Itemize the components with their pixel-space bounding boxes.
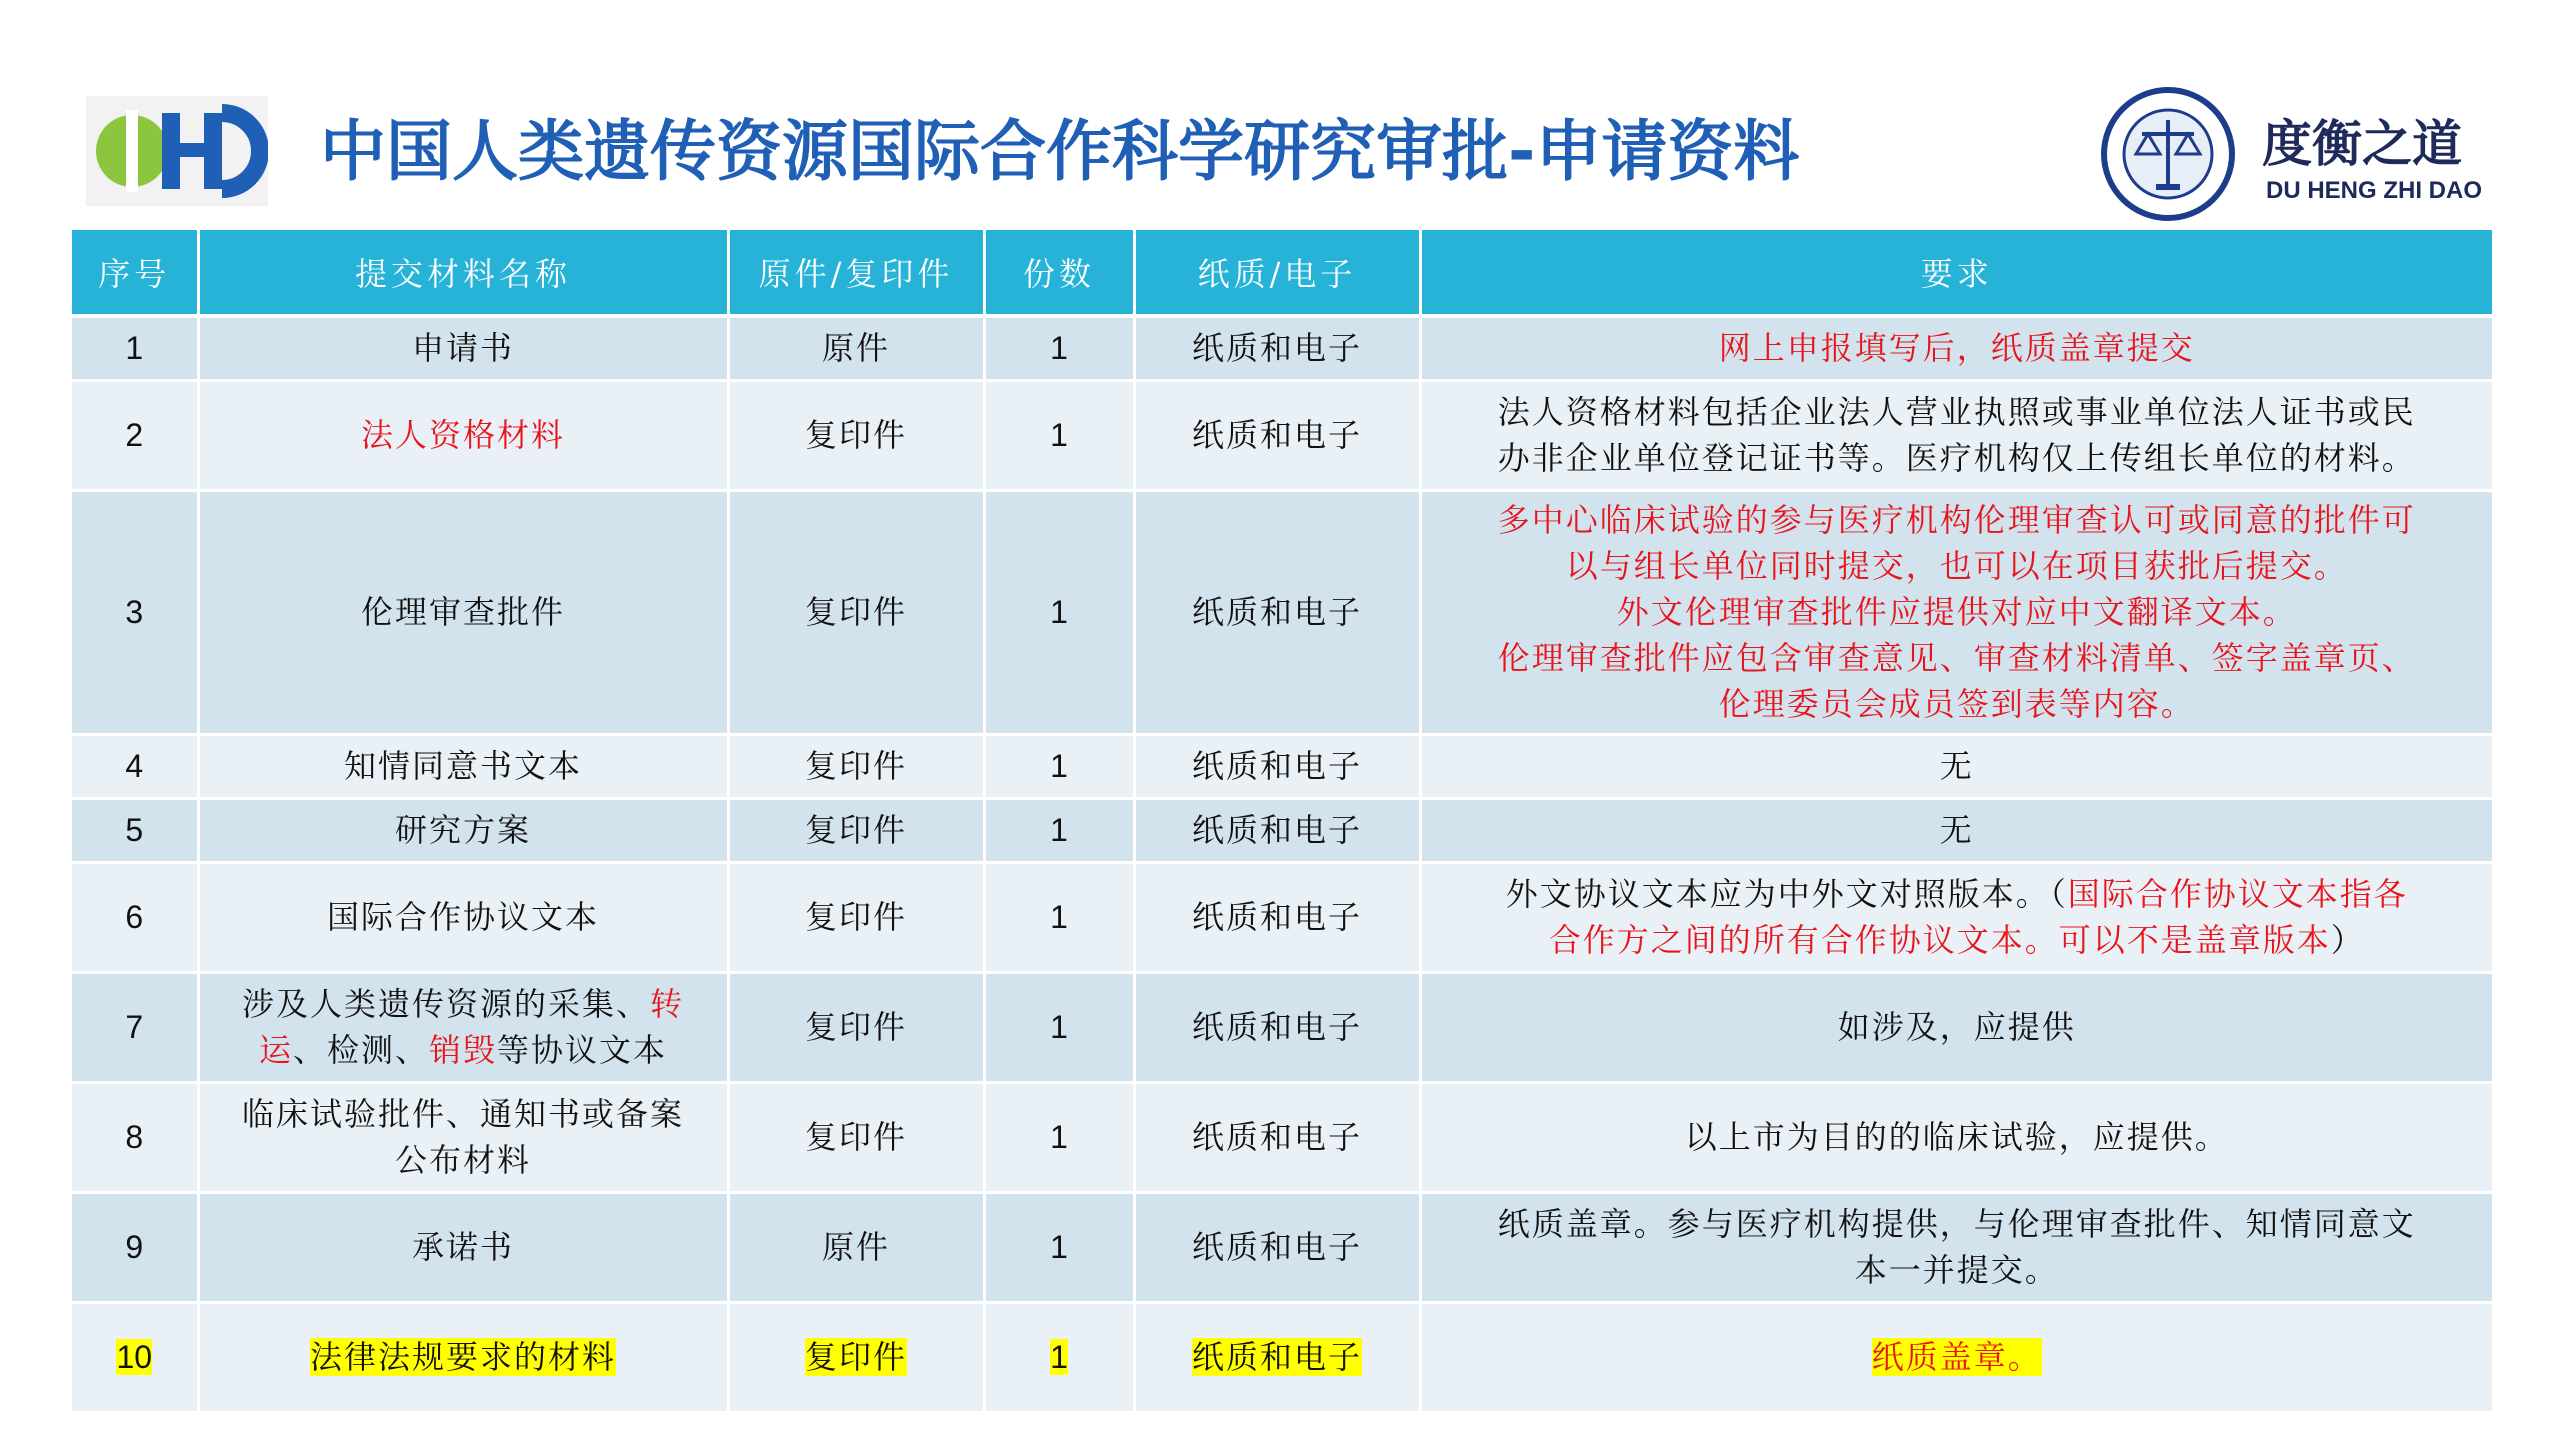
table-row [72, 972, 2492, 1082]
requirement-segment-red: 合作方之间的所有合作协议文本。可以不是盖章版本 [1548, 921, 2331, 959]
material-name: 伦理审查批件 [198, 490, 728, 734]
row-no: 3 [72, 490, 198, 734]
material-name: 研究方案 [198, 798, 728, 862]
brand-name-en: DU HENG ZHI DAO [2266, 177, 2482, 204]
requirement-line: 办非企业单位登记证书等。医疗机构仅上传组长单位的材料。 [1497, 439, 2416, 477]
copy-count: 1 [984, 380, 1134, 490]
header-format: 纸质/电子 [1134, 230, 1420, 316]
material-name-line: 临床试验批件、通知书或备案 [241, 1095, 684, 1133]
table-row [72, 862, 2492, 972]
row-no: 1 [72, 316, 198, 380]
format: 纸质和电子 [1134, 1082, 1420, 1192]
copy-type: 复印件 [728, 1082, 984, 1192]
table-row [72, 798, 2492, 862]
row-no: 2 [72, 380, 198, 490]
org-logo-mark [86, 96, 268, 206]
requirement: 无 [1420, 734, 2492, 798]
row-no: 6 [72, 862, 198, 972]
material-name: 知情同意书文本 [198, 734, 728, 798]
copy-count-highlight: 1 [1050, 1339, 1068, 1375]
format: 纸质和电子 [1134, 316, 1420, 380]
requirement [1420, 862, 2492, 972]
copy-type: 原件 [728, 316, 984, 380]
copy-type: 复印件 [728, 972, 984, 1082]
header-requirement: 要求 [1420, 230, 2492, 316]
requirement-line: 多中心临床试验的参与医疗机构伦理审查认可或同意的批件可 [1497, 501, 2416, 539]
requirements-table [72, 230, 2492, 1414]
material-name-highlight: 法律法规要求的材料 [309, 1338, 616, 1376]
row-no [72, 1302, 198, 1412]
format-highlight: 纸质和电子 [1191, 1338, 1362, 1376]
header-no: 序号 [72, 230, 198, 316]
table-row [72, 490, 2492, 734]
format: 纸质和电子 [1134, 380, 1420, 490]
table-row [72, 1192, 2492, 1302]
org-logo [86, 96, 268, 206]
material-name: 申请书 [198, 316, 728, 380]
copy-count: 1 [984, 798, 1134, 862]
copy-type: 复印件 [728, 862, 984, 972]
brand-seal-icon [2096, 84, 2246, 224]
material-name-segment: 涉及人类遗传资源的采集、 [241, 985, 650, 1023]
table-header-row [72, 230, 2492, 316]
format: 纸质和电子 [1134, 972, 1420, 1082]
header-name: 提交材料名称 [198, 230, 728, 316]
copy-type: 复印件 [728, 734, 984, 798]
brand-name-cn: 度衡之道 [2262, 115, 2462, 173]
header-copy: 原件/复印件 [728, 230, 984, 316]
requirement [1420, 1302, 2492, 1412]
requirement: 网上申报填写后，纸质盖章提交 [1420, 316, 2492, 380]
requirement [1420, 380, 2492, 490]
copy-count: 1 [984, 972, 1134, 1082]
requirement-line: 以与组长单位同时提交，也可以在项目获批后提交。 [1565, 547, 2348, 585]
row-no-highlight: 10 [116, 1339, 153, 1375]
copy-type [728, 1302, 984, 1412]
material-name-segment: 、检测、 [292, 1031, 429, 1069]
row-no: 5 [72, 798, 198, 862]
copy-type: 原件 [728, 1192, 984, 1302]
material-name-segment: 等协议文本 [497, 1031, 668, 1069]
format: 纸质和电子 [1134, 490, 1420, 734]
copy-count: 1 [984, 734, 1134, 798]
copy-type: 复印件 [728, 380, 984, 490]
material-name: 国际合作协议文本 [198, 862, 728, 972]
requirement-segment: 外文协议文本应为中外文对照版本。（ [1505, 875, 2068, 913]
requirement: 如涉及，应提供 [1420, 972, 2492, 1082]
requirement-highlight: 纸质盖章。 [1871, 1338, 2042, 1376]
material-name-line: 公布材料 [394, 1141, 531, 1179]
requirement-line: 法人资格材料包括企业法人营业执照或事业单位法人证书或民 [1497, 393, 2416, 431]
requirement-segment-red: 国际合作协议文本指各 [2067, 875, 2408, 913]
requirement [1420, 1192, 2492, 1302]
requirement-line: 外文伦理审查批件应提供对应中文翻译文本。 [1616, 593, 2297, 631]
requirement-line: 本一并提交。 [1854, 1251, 2059, 1289]
copy-count: 1 [984, 1082, 1134, 1192]
material-name: 法人资格材料 [198, 380, 728, 490]
material-name-segment-red: 销毁 [429, 1031, 498, 1069]
copy-count: 1 [984, 316, 1134, 380]
header-count: 份数 [984, 230, 1134, 316]
format: 纸质和电子 [1134, 862, 1420, 972]
copy-count: 1 [984, 490, 1134, 734]
format: 纸质和电子 [1134, 798, 1420, 862]
format [1134, 1302, 1420, 1412]
row-no: 9 [72, 1192, 198, 1302]
material-name [198, 1302, 728, 1412]
material-name: 承诺书 [198, 1192, 728, 1302]
requirement: 以上市为目的的临床试验，应提供。 [1420, 1082, 2492, 1192]
requirement-line: 伦理审查批件应包含审查意见、审查材料清单、签字盖章页、 [1497, 639, 2416, 677]
material-name [198, 972, 728, 1082]
row-no: 7 [72, 972, 198, 1082]
requirement-segment: ） [2330, 921, 2365, 959]
table-row [72, 316, 2492, 380]
table-row [72, 734, 2492, 798]
copy-count: 1 [984, 862, 1134, 972]
material-name-segment-red: 转 [650, 985, 685, 1023]
row-no: 8 [72, 1082, 198, 1192]
copy-type: 复印件 [728, 798, 984, 862]
copy-type-highlight: 复印件 [804, 1338, 907, 1376]
table-row [72, 380, 2492, 490]
copy-type: 复印件 [728, 490, 984, 734]
page-title: 中国人类遗传资源国际合作科学研究审批-申请资料 [320, 113, 1800, 190]
material-name-segment-red: 运 [258, 1031, 293, 1069]
requirement-line: 伦理委员会成员签到表等内容。 [1718, 685, 2195, 723]
material-name [198, 1082, 728, 1192]
copy-count [984, 1302, 1134, 1412]
requirement-line: 纸质盖章。参与医疗机构提供，与伦理审查批件、知情同意文 [1497, 1205, 2416, 1243]
row-no: 4 [72, 734, 198, 798]
requirement [1420, 490, 2492, 734]
table-row [72, 1082, 2492, 1192]
requirement: 无 [1420, 798, 2492, 862]
copy-count: 1 [984, 1192, 1134, 1302]
format: 纸质和电子 [1134, 734, 1420, 798]
brand-logo [2096, 84, 2496, 224]
format: 纸质和电子 [1134, 1192, 1420, 1302]
table-row [72, 1302, 2492, 1412]
